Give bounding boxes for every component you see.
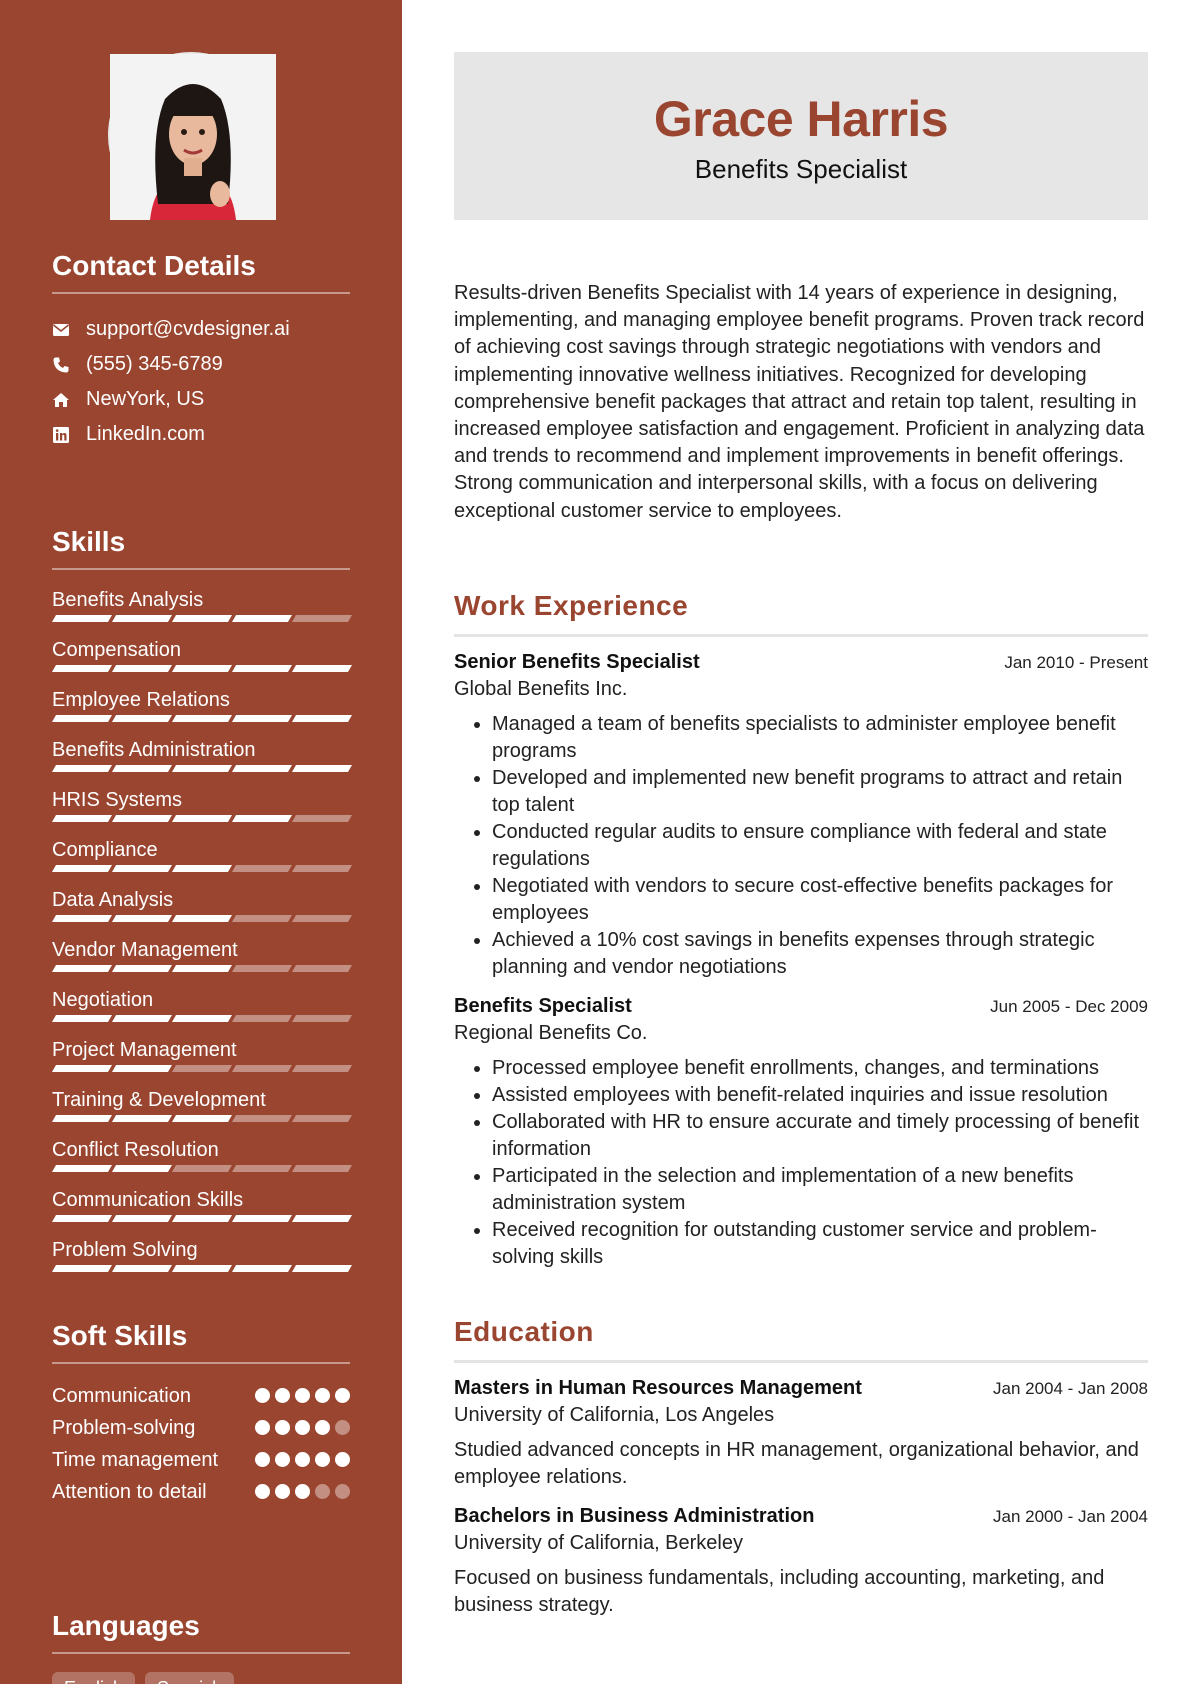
languages-list: [52, 1672, 350, 1705]
rating-dot: [275, 1452, 290, 1467]
contact-linkedin-text: LinkedIn.com: [86, 423, 205, 445]
contact-phone-text: (555) 345-6789: [86, 353, 223, 375]
rating-dot: [315, 1420, 330, 1435]
job-company: Regional Benefits Co.: [454, 1022, 648, 1044]
skill-item: [52, 788, 350, 838]
skill-level-segment: [172, 665, 232, 672]
job-dates: Jun 2005 - Dec 2009: [990, 997, 1148, 1016]
soft-skill-rating: [255, 1478, 350, 1499]
skill-level-bars: [52, 915, 350, 922]
school-name: University of California, Los Angeles: [454, 1404, 775, 1426]
skill-name: Project Management: [52, 1039, 237, 1061]
skill-level-segment: [292, 815, 352, 822]
rating-dot: [335, 1388, 350, 1403]
skill-level-segment: [292, 1165, 352, 1172]
languages-title: Languages: [52, 1610, 350, 1654]
skill-level-segment: [112, 1015, 172, 1022]
experience-title: Work Experience: [454, 590, 1148, 637]
soft-skill-name: Communication: [52, 1385, 191, 1407]
skill-level-segment: [112, 865, 172, 872]
skill-item: [52, 588, 350, 638]
skill-level-segment: [112, 1215, 172, 1222]
degree-name: Masters in Human Resources Management: [454, 1377, 862, 1399]
skill-level-segment: [172, 965, 232, 972]
skill-item: [52, 638, 350, 688]
skill-name: Benefits Administration: [52, 739, 256, 761]
rating-dot: [315, 1452, 330, 1467]
skill-level-bars: [52, 1115, 350, 1122]
contact-email-text: support@cvdesigner.ai: [86, 318, 290, 340]
language-tag: English: [52, 1672, 135, 1705]
skill-level-segment: [292, 765, 352, 772]
skill-level-segment: [112, 1265, 172, 1272]
skill-level-bars: [52, 815, 350, 822]
job-role: Benefits Specialist: [454, 995, 632, 1017]
skill-name: Compensation: [52, 639, 181, 661]
skill-level-bars: [52, 965, 350, 972]
job-bullet: • Managed a team of benefits specialists to administer employee benefit programs: [492, 711, 1148, 765]
name-header: [454, 52, 1148, 220]
skill-item: [52, 1188, 350, 1238]
languages-section: [52, 1610, 350, 1705]
soft-skill-rating: [255, 1382, 350, 1403]
education-entry: [454, 1505, 1148, 1619]
skill-level-segment: [112, 665, 172, 672]
skill-level-segment: [292, 665, 352, 672]
skill-level-bars: [52, 1265, 350, 1272]
skill-level-segment: [52, 865, 112, 872]
job-bullet: • Collaborated with HR to ensure accurate and timely processing of benefit information: [492, 1109, 1148, 1163]
rating-dot: [255, 1484, 270, 1499]
sidebar: [0, 0, 402, 1698]
skill-name: Problem Solving: [52, 1239, 198, 1261]
skill-level-segment: [232, 1015, 292, 1022]
education-description: Focused on business fundamentals, including accounting, marketing, and business strategy.: [454, 1567, 1105, 1616]
education-dates: Jan 2004 - Jan 2008: [992, 1379, 1148, 1398]
rating-dot: [255, 1388, 270, 1403]
skill-level-segment: [112, 1165, 172, 1172]
rating-dot: [335, 1452, 350, 1467]
job-role: Senior Benefits Specialist: [454, 651, 700, 673]
job-entry: [454, 995, 1148, 1271]
skill-level-segment: [52, 1015, 112, 1022]
skill-level-segment: [232, 865, 292, 872]
skill-level-segment: [292, 1265, 352, 1272]
education-title: Education: [454, 1316, 1148, 1363]
skill-level-bars: [52, 665, 350, 672]
skill-item: [52, 1038, 350, 1088]
skills-list: [52, 588, 350, 1288]
skill-level-segment: [172, 715, 232, 722]
soft-skills-title: Soft Skills: [52, 1320, 350, 1364]
skill-item: [52, 688, 350, 738]
contact-email[interactable]: [52, 312, 350, 347]
job-bullet: • Developed and implemented new benefit programs to attract and retain top talent: [492, 765, 1148, 819]
skill-level-bars: [52, 615, 350, 622]
soft-skill-name: Time management: [52, 1449, 218, 1471]
soft-skill-item: [52, 1414, 350, 1442]
language-tag: Spanish: [145, 1672, 234, 1705]
job-bullet: • Achieved a 10% cost savings in benefits expenses through strategic planning and vendor negotiations: [492, 927, 1148, 981]
skill-item: [52, 888, 350, 938]
skill-item: [52, 938, 350, 988]
skill-item: [52, 1238, 350, 1288]
job-bullet: • Negotiated with vendors to secure cost-effective benefits packages for employees: [492, 873, 1148, 927]
rating-dot: [295, 1484, 310, 1499]
school-name: University of California, Berkeley: [454, 1532, 743, 1554]
skill-level-segment: [232, 765, 292, 772]
skill-level-segment: [292, 865, 352, 872]
skill-level-segment: [232, 915, 292, 922]
skill-level-segment: [112, 615, 172, 622]
experience-section: [454, 590, 1148, 1271]
skill-level-segment: [232, 1165, 292, 1172]
education-description: Studied advanced concepts in HR management, organizational behavior, and employee relations.: [454, 1439, 1139, 1488]
rating-dot: [295, 1452, 310, 1467]
job-dates: Jan 2010 - Present: [1004, 653, 1148, 672]
skill-level-bars: [52, 865, 350, 872]
skill-item: [52, 1088, 350, 1138]
skill-level-segment: [232, 1065, 292, 1072]
portrait-image: [110, 54, 276, 220]
soft-skill-rating: [255, 1446, 350, 1467]
rating-dot: [315, 1484, 330, 1499]
skill-level-segment: [112, 1065, 172, 1072]
job-company: Global Benefits Inc.: [454, 678, 628, 700]
rating-dot: [295, 1388, 310, 1403]
skill-level-segment: [52, 815, 112, 822]
skill-level-segment: [52, 1215, 112, 1222]
job-bullet: • Conducted regular audits to ensure compliance with federal and state regulations: [492, 819, 1148, 873]
skill-level-segment: [172, 1015, 232, 1022]
contact-title: Contact Details: [52, 250, 350, 294]
skill-name: Vendor Management: [52, 939, 238, 961]
education-dates: Jan 2000 - Jan 2004: [992, 1507, 1148, 1526]
contact-location: [52, 382, 350, 417]
rating-dot: [275, 1420, 290, 1435]
soft-skill-item: [52, 1382, 350, 1410]
skill-level-segment: [232, 1115, 292, 1122]
skill-level-segment: [112, 715, 172, 722]
skill-level-bars: [52, 715, 350, 722]
skill-level-segment: [112, 965, 172, 972]
skill-level-segment: [232, 965, 292, 972]
education-entry: [454, 1377, 1148, 1491]
job-bullet: • Processed employee benefit enrollments, changes, and terminations: [492, 1055, 1148, 1082]
skill-level-bars: [52, 1165, 350, 1172]
summary-text: Results-driven Benefits Specialist with 14 years of experience in designing, implementing, and managing employee benefit programs. Proven track record of achieving cost savings through strategic negotiations with vendors and implementing innovative wellness initiatives. Recognized for developing comprehensive benefit packages that attract and retain top talent, resulting in increased employee satisfaction and engagement. Proficient in analyzing data and trends to recommend and implement improvements in benefit offerings. Strong communication and interpersonal skills, with a focus on delivering exceptional customer service to employees.: [454, 282, 1145, 522]
phone-icon: [52, 356, 86, 374]
skill-level-segment: [52, 1065, 112, 1072]
skill-level-segment: [292, 615, 352, 622]
skill-name: Communication Skills: [52, 1189, 244, 1211]
skill-level-segment: [232, 1215, 292, 1222]
skill-item: [52, 988, 350, 1038]
skill-name: Data Analysis: [52, 889, 174, 911]
skill-level-segment: [292, 715, 352, 722]
job-entry: [454, 651, 1148, 981]
person-name: Grace Harris: [653, 91, 949, 147]
skill-level-segment: [172, 1115, 232, 1122]
contact-linkedin[interactable]: [52, 417, 350, 452]
contact-location-text: NewYork, US: [86, 388, 205, 410]
job-bullet: • Received recognition for outstanding customer service and problem-solving skills: [492, 1217, 1148, 1271]
skill-level-segment: [232, 615, 292, 622]
soft-skill-item: [52, 1478, 350, 1506]
skill-level-segment: [172, 615, 232, 622]
skill-name: Benefits Analysis: [52, 589, 204, 611]
soft-skill-name: Attention to detail: [52, 1481, 207, 1503]
skill-name: HRIS Systems: [52, 789, 183, 811]
skill-level-segment: [112, 1115, 172, 1122]
skill-level-segment: [232, 815, 292, 822]
skill-name: Employee Relations: [52, 689, 230, 711]
skills-title: Skills: [52, 526, 350, 570]
skill-level-segment: [52, 915, 112, 922]
rating-dot: [295, 1420, 310, 1435]
skill-item: [52, 838, 350, 888]
skill-level-segment: [52, 965, 112, 972]
rating-dot: [275, 1388, 290, 1403]
skill-level-segment: [172, 1065, 232, 1072]
skill-name: Compliance: [52, 839, 158, 861]
home-icon: [52, 391, 86, 409]
person-title: Benefits Specialist: [694, 154, 908, 184]
skill-level-segment: [172, 1265, 232, 1272]
soft-skills-list: [52, 1382, 350, 1506]
profile-photo: [108, 52, 274, 218]
skill-level-segment: [292, 1215, 352, 1222]
skill-name: Training & Development: [52, 1089, 266, 1111]
skill-level-segment: [232, 715, 292, 722]
skill-level-segment: [52, 665, 112, 672]
envelope-icon: [52, 321, 86, 339]
soft-skill-item: [52, 1446, 350, 1474]
rating-dot: [255, 1420, 270, 1435]
skill-level-segment: [52, 1265, 112, 1272]
skill-level-segment: [52, 615, 112, 622]
skill-level-segment: [232, 1265, 292, 1272]
rating-dot: [335, 1484, 350, 1499]
skill-level-segment: [112, 765, 172, 772]
skill-level-bars: [52, 1065, 350, 1072]
skill-level-bars: [52, 765, 350, 772]
job-bullets: [454, 711, 1148, 981]
skill-level-segment: [172, 815, 232, 822]
job-bullet: • Assisted employees with benefit-related inquiries and issue resolution: [492, 1082, 1148, 1109]
contact-section: [52, 250, 350, 452]
skill-level-segment: [292, 915, 352, 922]
skill-item: [52, 738, 350, 788]
skill-level-segment: [112, 815, 172, 822]
skill-level-segment: [232, 665, 292, 672]
skill-level-segment: [52, 1165, 112, 1172]
skill-level-segment: [292, 1115, 352, 1122]
skill-level-bars: [52, 1015, 350, 1022]
job-bullet: • Participated in the selection and implementation of a new benefits administration system: [492, 1163, 1148, 1217]
skill-level-segment: [52, 765, 112, 772]
skills-section: [52, 526, 350, 1288]
skill-name: Conflict Resolution: [52, 1139, 219, 1161]
skill-name: Negotiation: [52, 989, 154, 1011]
skill-level-segment: [292, 965, 352, 972]
skill-level-segment: [292, 1015, 352, 1022]
skill-level-segment: [292, 1065, 352, 1072]
linkedin-icon: [52, 426, 86, 444]
skill-level-segment: [172, 915, 232, 922]
job-bullets: [454, 1055, 1148, 1271]
skill-level-segment: [52, 1115, 112, 1122]
soft-skill-rating: [255, 1414, 350, 1435]
skill-level-segment: [52, 715, 112, 722]
soft-skill-name: Problem-solving: [52, 1417, 196, 1439]
skill-level-segment: [172, 865, 232, 872]
skill-level-segment: [112, 915, 172, 922]
contact-phone[interactable]: [52, 347, 350, 382]
skill-level-segment: [172, 1215, 232, 1222]
rating-dot: [275, 1484, 290, 1499]
rating-dot: [315, 1388, 330, 1403]
rating-dot: [335, 1420, 350, 1435]
soft-skills-section: [52, 1320, 350, 1510]
skill-level-segment: [172, 1165, 232, 1172]
rating-dot: [255, 1452, 270, 1467]
degree-name: Bachelors in Business Administration: [454, 1505, 815, 1527]
skill-level-bars: [52, 1215, 350, 1222]
skill-item: [52, 1138, 350, 1188]
skill-level-segment: [172, 765, 232, 772]
education-section: [454, 1316, 1148, 1619]
